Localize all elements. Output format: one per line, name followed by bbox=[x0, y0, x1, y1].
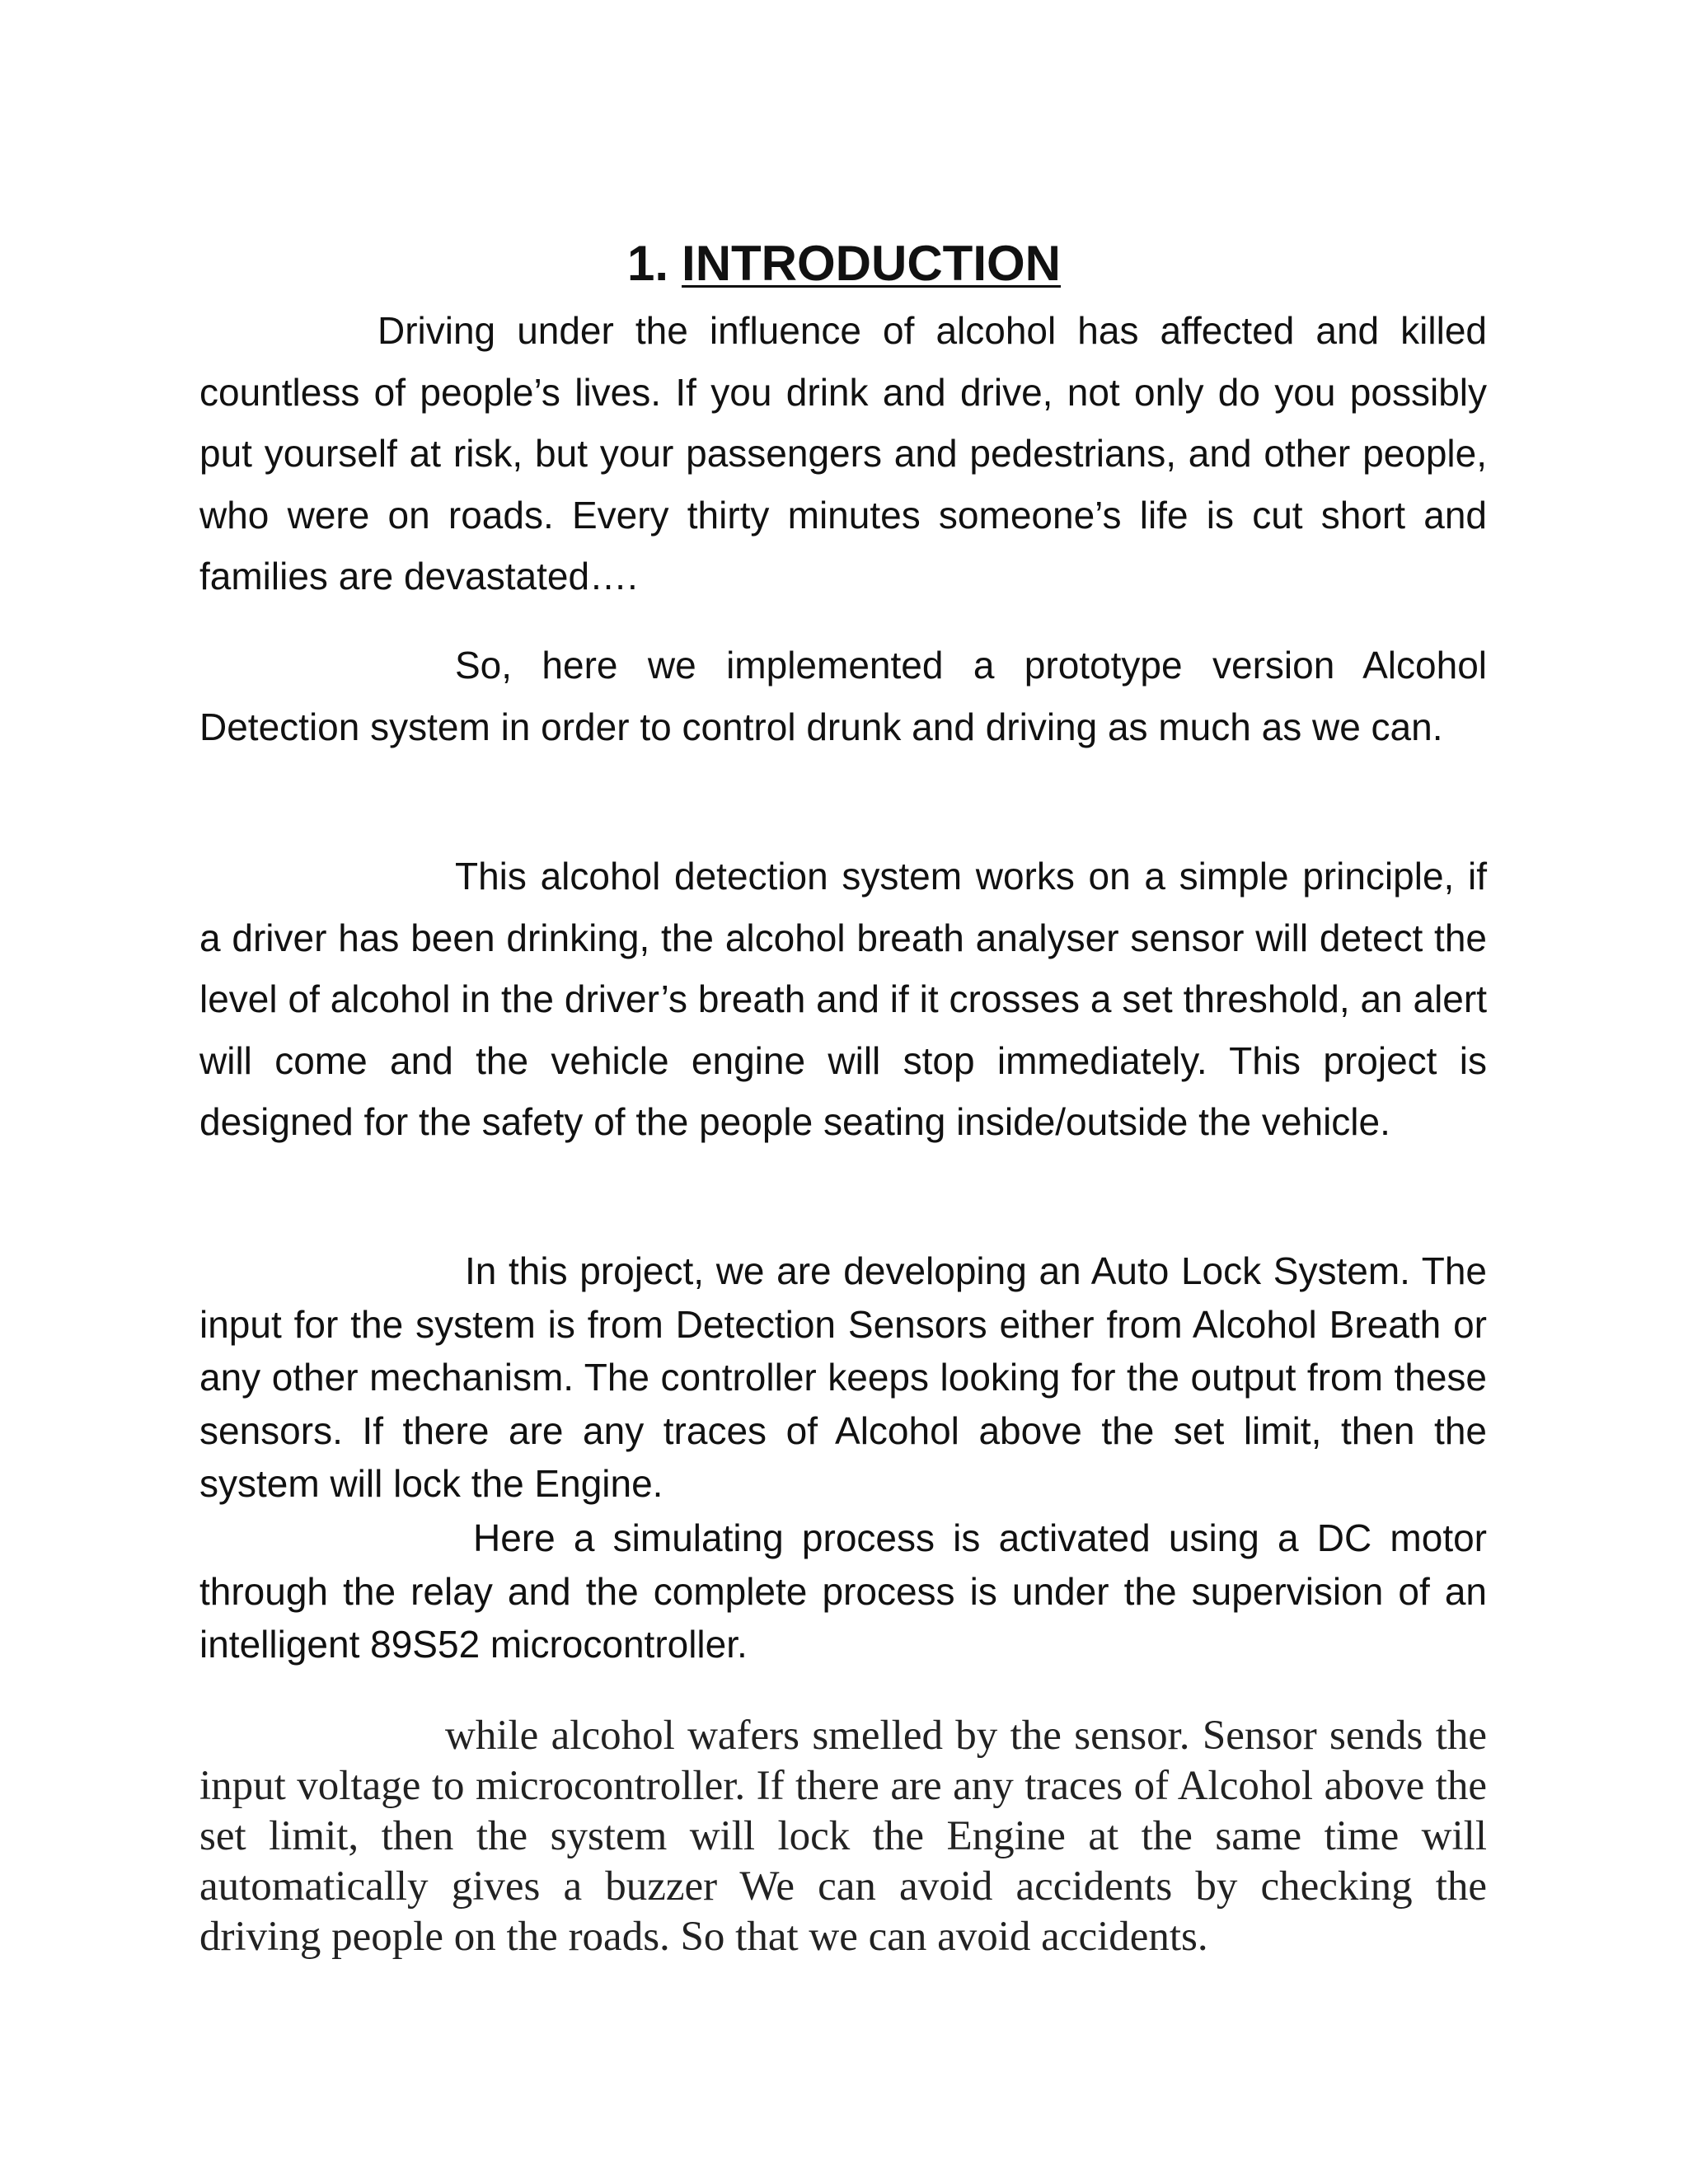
paragraph-3: This alcohol detection system works on a simple principle, if a driver has been drinking, the alcohol breath analyser sensor will detect the level of alcohol in the driver’s breath and if it crosses a set threshold, an alert will come and the vehicle engine will stop immediately. This project is designed for the safety of the people seating inside/outside the vehicle. bbox=[199, 855, 1487, 1143]
paragraph-6: while alcohol wafers smelled by the sensor. Sensor sends the input voltage to microcontroller. If there are any traces of Alcohol above the set limit, then the system will lock the Engine at the same time will automatically gives a buzzer We can avoid accidents by checking the driving people on the roads. So that we can avoid accidents. bbox=[199, 1713, 1487, 1960]
section-heading bbox=[0, 231, 1688, 297]
paragraph-2: So, here we implemented a prototype version Alcohol Detection system in order to control drunk and driving as much as we can. bbox=[199, 644, 1487, 748]
paragraph-5: Here a simulating process is activated using a DC motor through the relay and the complete process is under the supervision of an intelligent 89S52 microcontroller. bbox=[199, 1516, 1487, 1666]
section-title: INTRODUCTION bbox=[682, 236, 1061, 292]
paragraph-4: In this project, we are developing an Auto Lock System. The input for the system is from Detection Sensors either from Alcohol Breath or any other mechanism. The controller keeps looking for the output from these sensors. If there are any traces of Alcohol above the set limit, then the system will lock the Engine. bbox=[199, 1249, 1487, 1505]
paragraph-1: Driving under the influence of alcohol has affected and killed countless of people’s lives. If you drink and drive, not only do you possibly put yourself at risk, but your passengers and pedestrians, and other people, who were on roads. Every thirty minutes someone’s life is cut short and families are devastated…. bbox=[199, 309, 1487, 598]
section-number: 1. bbox=[626, 236, 669, 292]
